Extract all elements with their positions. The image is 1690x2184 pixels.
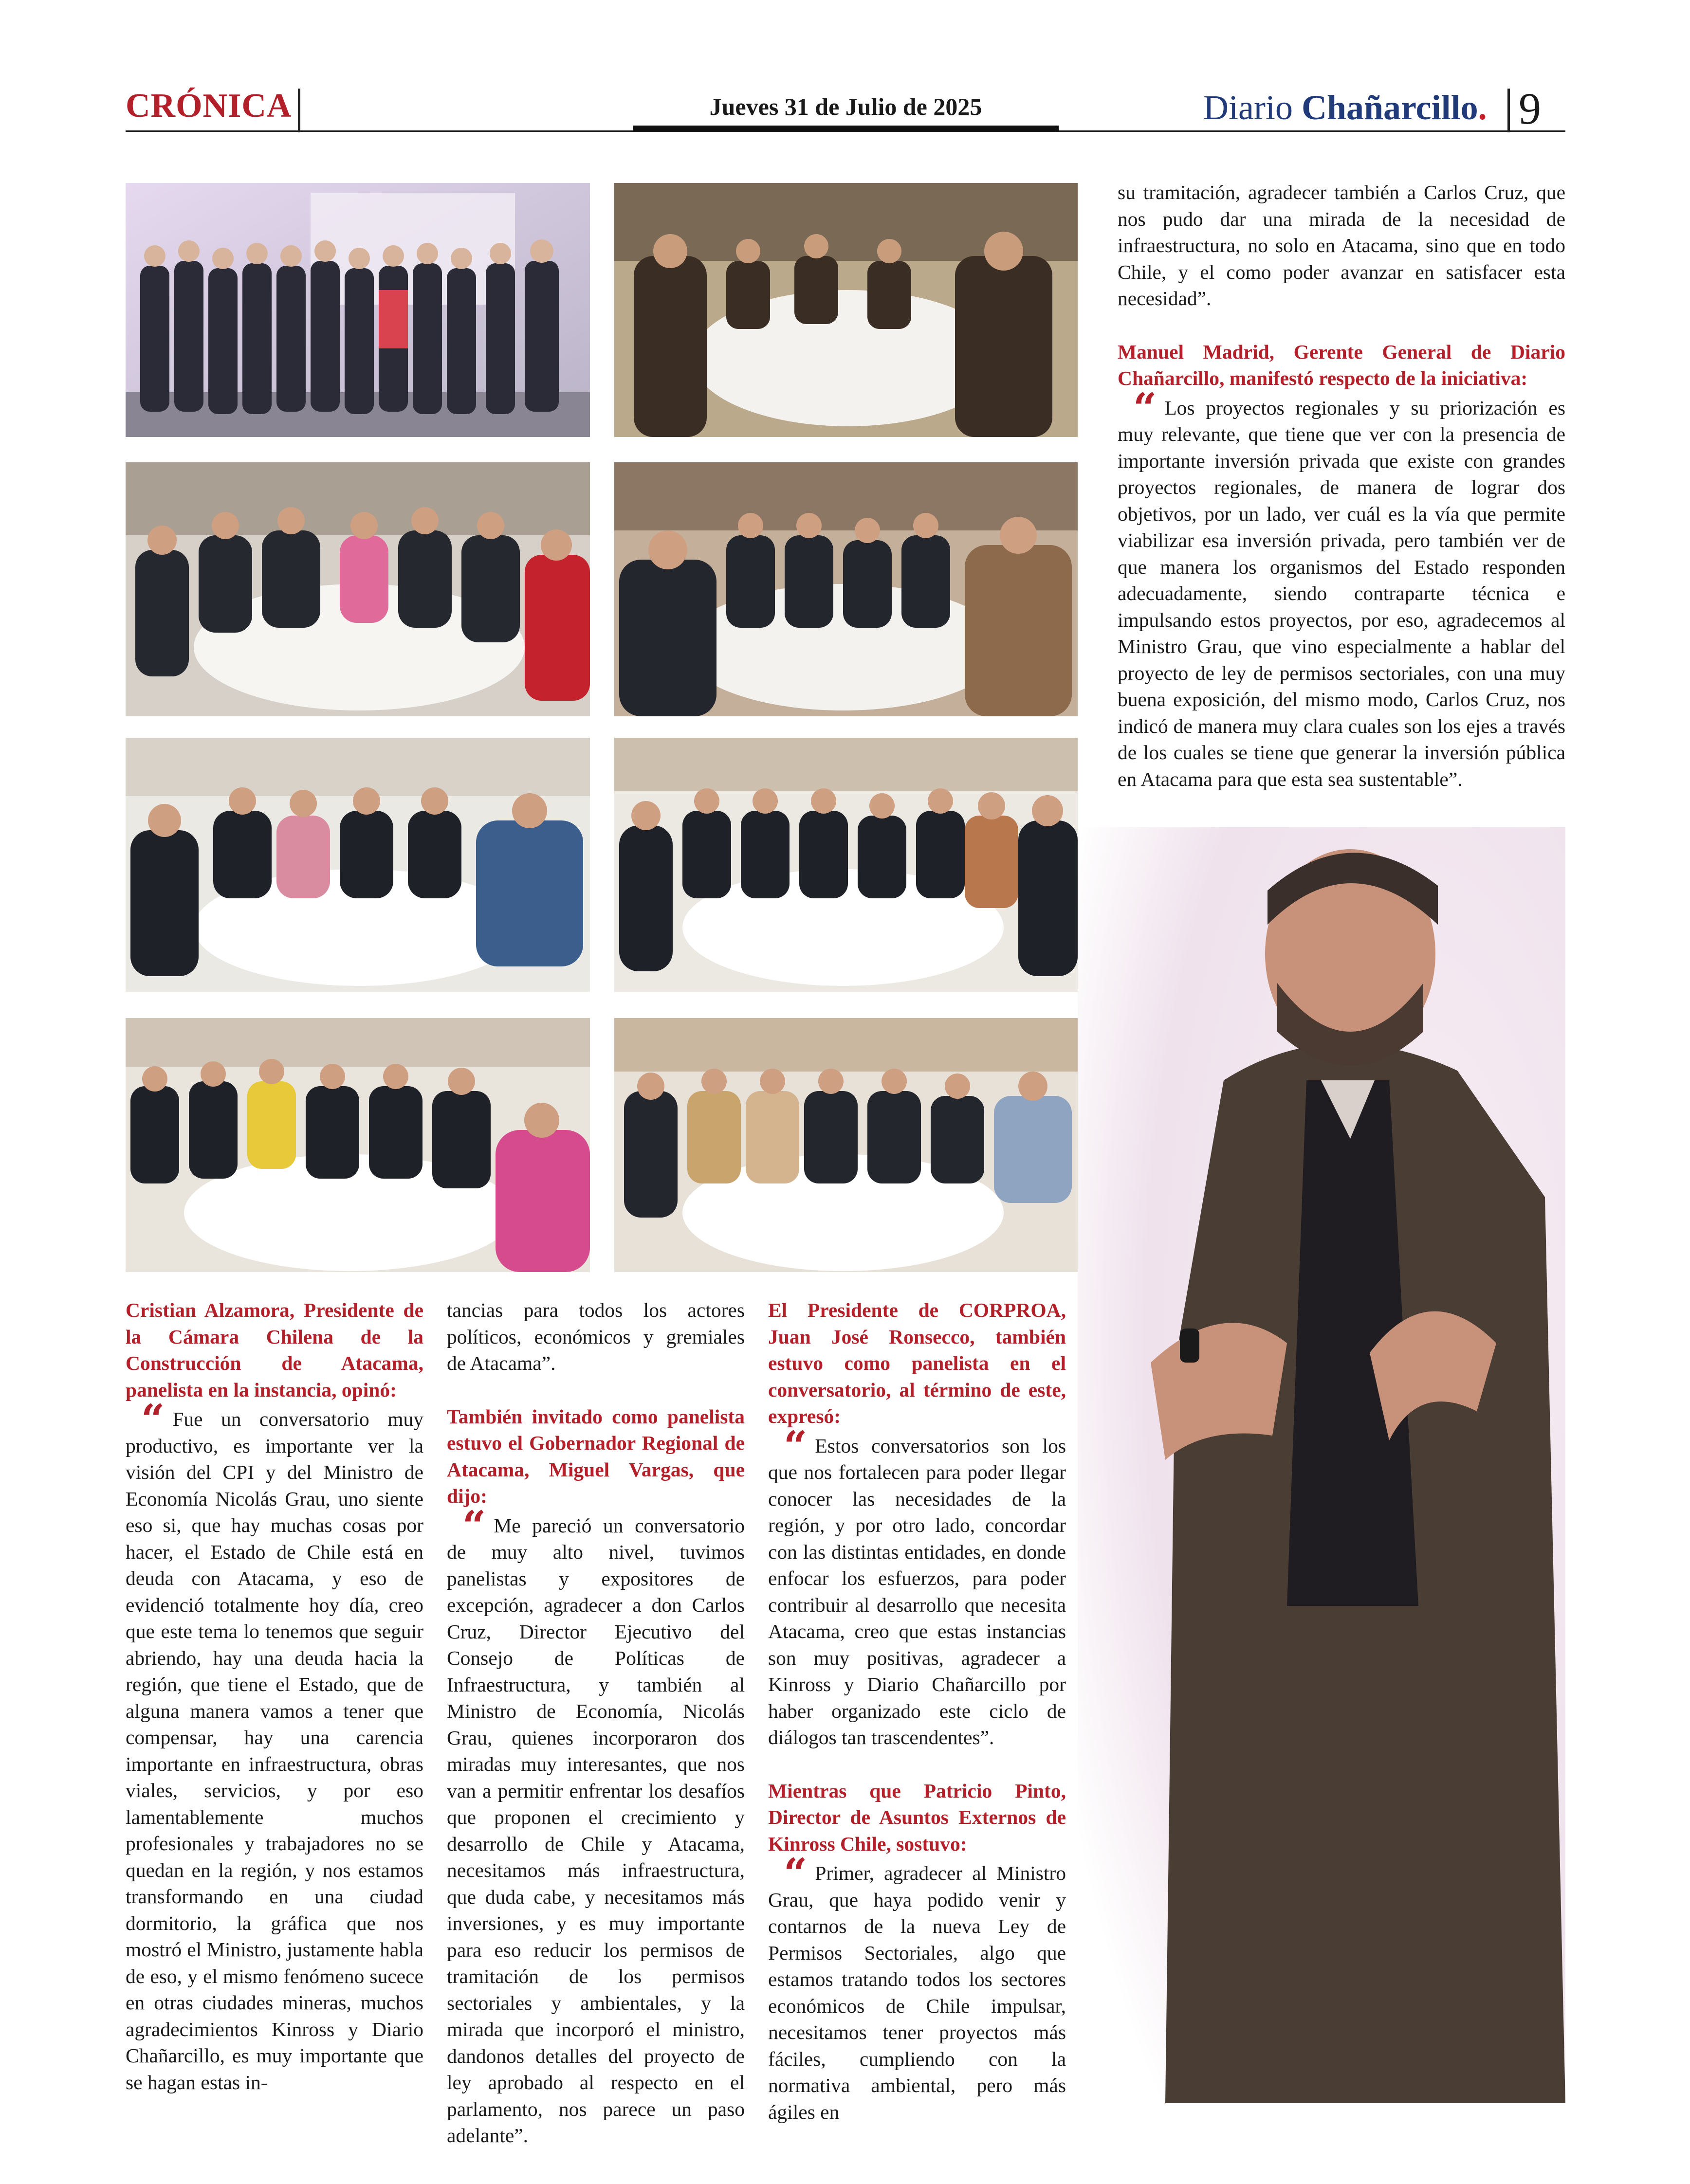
quote-vargas: [447, 1501, 745, 2149]
photo-table-6: [126, 1018, 590, 1272]
quote-madrid-text: Los proyectos regionales y su priorización es muy relevante, que tiene que ver con la presencia de importante inversión privada que existe con grandes proyectos regionales, de manera de lograr dos objetivos, por un lado, ver cuál es la vía que permite viabilizar esa inversión privada, pero también ver de que manera los organismos del Estado responden adecuadamente, siendo contraparte técnica e impulsando estos proyectos, por eso, agradecemos al Ministro Grau, que vino especialmente a hablar del proyecto de ley de permisos sectoriales, con una muy buena exposición, del mismo modo, Carlos Cruz, nos indicó de manera muy clara cuales son los ejes a través de los cuales se tiene que generar la inversión pública en Atacama para que esta sea sustentable”.: [1118, 396, 1565, 790]
article-column-2: [447, 1297, 745, 2149]
article-column-4: [1118, 179, 1565, 792]
masthead-logo: [1203, 88, 1487, 128]
portrait-speaker: [1078, 827, 1565, 2103]
masthead-bold: Chañarcillo: [1301, 88, 1478, 127]
masthead-dot: .: [1478, 88, 1487, 127]
paragraph-gap: [768, 1751, 1066, 1778]
page-number: 9: [1519, 84, 1541, 133]
quote-ronsecco-text: Estos conversatorios son los que nos fortalecen para poder llegar conocer las necesidades de la región, y por otro lado, concordar con las distintas entidades, en donde enfocar los esfuerzos, para poder contribuir al desarrollo que necesita Atacama, creo que estas instancias son muy positivas, agradecer a Kinross y Diario Chañarcillo por haber organizado este ciclo de diálogos tan trascendentes”.: [768, 1434, 1066, 1748]
group-photo-speakers: [126, 183, 590, 437]
quote-madrid: [1118, 383, 1565, 793]
header-divider-right: [1507, 89, 1510, 132]
speaker-intro-vargas: También invitado como panelista estuvo el Gobernador Regional de Atacama, Miguel Vargas, que dijo:: [447, 1405, 745, 1507]
article-column-1: [126, 1297, 423, 2095]
speaker-intro-madrid: Manuel Madrid, Gerente General de Diario Chañarcillo, manifestó respecto de la iniciativa:: [1118, 340, 1565, 389]
photo-table-7: [614, 1018, 1078, 1272]
quote-mark-icon: “: [462, 1501, 486, 1550]
photo-table-3: [614, 462, 1078, 716]
article-column-3: [768, 1297, 1066, 2125]
quote-pinto-continuation: su tramitación, agradecer también a Carlos Cruz, que nos pudo dar una mirada de la necesidad de infraestructura, no solo en Atacama, sino que en todo Chile, y el como poder avanzar en satisfacer esta necesidad”.: [1118, 181, 1565, 309]
paragraph-gap: [1118, 312, 1565, 339]
quote-alzamora-continuation: tancias para todos los actores políticos, económicos y gremiales de Atacama”.: [447, 1299, 745, 1374]
speaker-intro-alzamora: Cristian Alzamora, Presidente de la Cámara Chilena de la Construcción de Atacama, panelista en la instancia, opinó:: [126, 1299, 423, 1401]
quote-ronsecco: [768, 1421, 1066, 1751]
photo-table-2: [126, 462, 590, 716]
photo-table-4: [126, 738, 590, 992]
speaker-intro-ronsecco: El Presidente de CORPROA, Juan José Ronsecco, también estuvo como panelista en el conversatorio, al término de este, expresó:: [768, 1299, 1066, 1427]
quote-pinto: [768, 1849, 1066, 2125]
quote-alzamora-text: Fue un conversatorio muy productivo, es importante ver la visión del CPI y del Ministro de Economía Nicolás Grau, uno siente eso si, que hay muchas cosas por hacer, el Estado de Chile está en deuda con Atacama, y eso de evidenció totalmente hoy día, creo que este tema lo tenemos que seguir abriendo, hay una deuda hacia la región, que tiene el Estado, que de alguna manera vamos a tener que compensar, hay una carencia importante en infraestructura, obras viales, servicios, y por eso lamentablemente muchos profesionales y trabajadores no se quedan en la región, y nos estamos transformando en una ciudad dormitorio, la gráfica que nos mostró el Ministro, justamente habla de eso, y el mismo fenómeno sucece en otras ciudades mineras, muchos agradecimientos Kinross y Diario Chañarcillo, es muy importante que se hagan estas in-: [126, 1408, 423, 2093]
quote-pinto-text: Primer, agradecer al Ministro Grau, que haya podido venir y contarnos de la nueva Ley de Permisos Sectoriales, algo que estamos tratando todos los sectores económicos de Chile impulsar, necesitamos tener proyectos más fáciles, cumpliendo con la normativa ambiental, pero más ágiles en: [768, 1862, 1066, 2123]
speaker-intro-pinto: Mientras que Patricio Pinto, Director de Asuntos Externos de Kinross Chile, sostuvo:: [768, 1779, 1066, 1855]
quote-mark-icon: “: [1133, 383, 1157, 432]
quote-mark-icon: “: [784, 1849, 808, 1897]
quote-mark-icon: “: [784, 1421, 808, 1470]
photo-table-5: [614, 738, 1078, 992]
date-bar: [633, 126, 1059, 131]
photo-table-1: [614, 183, 1078, 437]
paragraph-gap: [447, 1377, 745, 1403]
masthead-regular: Diario: [1203, 88, 1293, 127]
quote-mark-icon: “: [141, 1395, 165, 1443]
quote-alzamora: [126, 1395, 423, 2095]
quote-vargas-text: Me pareció un conversatorio de muy alto nivel, tuvimos panelistas y expositores de excepción, agradecer a don Carlos Cruz, Director Ejecutivo del Consejo de Políticas de Infraestructura, y también al Ministro de Economía, Nicolás Grau, quienes incorporaron dos miradas muy interesantes, que nos van a permitir enfrentar los desafíos que proponen el crecimiento y desarrollo de Chile y Atacama, necesitamos más infraestructura, que duda cabe, y necesitamos más inversiones, y es muy importante para eso reducir los permisos de tramitación de los permisos sectoriales y ambientales, y la mirada que incorporó el ministro, dandonos detalles del proyecto de ley aprobado al respecto en el parlamento, nos parece un paso adelante”.: [447, 1514, 745, 2147]
header-divider-left: [298, 89, 300, 132]
section-label: CRÓNICA: [126, 87, 292, 125]
issue-date: Jueves 31 de Julio de 2025: [709, 93, 982, 120]
